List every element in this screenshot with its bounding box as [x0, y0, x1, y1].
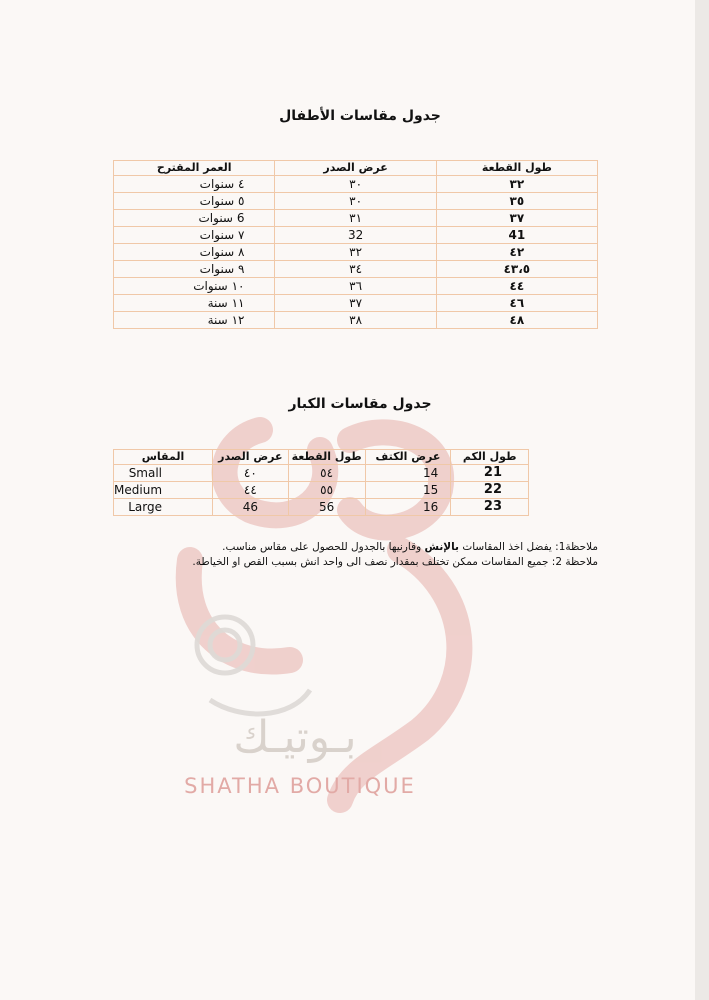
- table-header-row: [114, 450, 529, 465]
- table-cell: 46: [213, 499, 289, 516]
- kids-table-title: جدول مقاسات الأطفال: [279, 108, 441, 124]
- table-row: [114, 227, 598, 244]
- column-header: عرض الكتف: [365, 450, 451, 465]
- column-header: عرض الصدر: [275, 161, 436, 176]
- table-cell: ١١ سنة: [114, 295, 275, 312]
- table-cell: ٣٨: [275, 312, 436, 329]
- table-cell: ٣٠: [275, 176, 436, 193]
- note-2: ملاحظة 2: جميع المقاسات ممكن تختلف بمقدار نصف الى واحد انش بسبب القص او الخياطة.: [192, 556, 598, 568]
- table-cell: ٣٠: [275, 193, 436, 210]
- column-header: عرض الصدر: [213, 450, 289, 465]
- note-1-prefix: ملاحظة1: يفضل اخذ المقاسات: [459, 541, 598, 553]
- table-cell: ٩ سنوات: [114, 261, 275, 278]
- column-header: المقاس: [114, 450, 213, 465]
- table-row: [114, 465, 529, 482]
- column-header: طول القطعة: [436, 161, 597, 176]
- table-cell: ٤٦: [436, 295, 597, 312]
- notes-section: [190, 540, 598, 570]
- table-cell: ٤٨: [436, 312, 597, 329]
- table-row: [114, 278, 598, 295]
- table-cell: ١٠ سنوات: [114, 278, 275, 295]
- table-cell: 14: [365, 465, 451, 482]
- table-cell: ٨ سنوات: [114, 244, 275, 261]
- table-cell: 16: [365, 499, 451, 516]
- table-cell: ٤٠: [213, 465, 289, 482]
- table-row: [114, 210, 598, 227]
- table-cell: ٣٧: [436, 210, 597, 227]
- table-row: [114, 482, 529, 499]
- table-cell: 23: [451, 499, 529, 516]
- table-row: [114, 193, 598, 210]
- table-cell: ٤٤: [213, 482, 289, 499]
- table-cell: ٤٣،٥: [436, 261, 597, 278]
- table-cell: ٣٧: [275, 295, 436, 312]
- kids-size-table: [113, 160, 598, 329]
- table-row: [114, 244, 598, 261]
- column-header: طول القطعة: [288, 450, 365, 465]
- table-cell: ٣٦: [275, 278, 436, 295]
- watermark-brand-text: SHATHA BOUTIQUE: [184, 774, 416, 798]
- table-cell: 21: [451, 465, 529, 482]
- table-cell: ٤٤: [436, 278, 597, 295]
- table-cell: ٥٤: [288, 465, 365, 482]
- table-row: [114, 312, 598, 329]
- table-cell: Large: [114, 499, 213, 516]
- page-edge: [695, 0, 709, 1000]
- table-row: [114, 176, 598, 193]
- watermark-arabic-text: بـوتيـك: [233, 712, 357, 763]
- table-cell: 6 سنوات: [114, 210, 275, 227]
- table-cell: 15: [365, 482, 451, 499]
- table-cell: Medium: [114, 482, 213, 499]
- table-cell: ٣٢: [275, 244, 436, 261]
- table-row: [114, 261, 598, 278]
- table-cell: ٤ سنوات: [114, 176, 275, 193]
- note-1-bold: بالإنش: [424, 541, 459, 553]
- column-header: طول الكم: [451, 450, 529, 465]
- table-cell: ٥٥: [288, 482, 365, 499]
- table-cell: 32: [275, 227, 436, 244]
- adults-size-table: [113, 449, 529, 516]
- table-row: [114, 499, 529, 516]
- table-cell: 22: [451, 482, 529, 499]
- table-cell: 41: [436, 227, 597, 244]
- column-header: العمر المقترح: [114, 161, 275, 176]
- table-cell: ٣٥: [436, 193, 597, 210]
- note-1: [190, 540, 598, 555]
- table-cell: ١٢ سنة: [114, 312, 275, 329]
- table-cell: Small: [114, 465, 213, 482]
- table-cell: ٣٢: [436, 176, 597, 193]
- table-cell: ٧ سنوات: [114, 227, 275, 244]
- table-cell: 56: [288, 499, 365, 516]
- table-cell: ٣١: [275, 210, 436, 227]
- table-header-row: [114, 161, 598, 176]
- table-row: [114, 295, 598, 312]
- table-cell: ٣٤: [275, 261, 436, 278]
- table-cell: ٥ سنوات: [114, 193, 275, 210]
- table-cell: ٤٢: [436, 244, 597, 261]
- note-1-suffix: وقارنيها بالجدول للحصول على مقاس مناسب.: [222, 541, 425, 553]
- adults-table-title: جدول مقاسات الكبار: [288, 396, 432, 412]
